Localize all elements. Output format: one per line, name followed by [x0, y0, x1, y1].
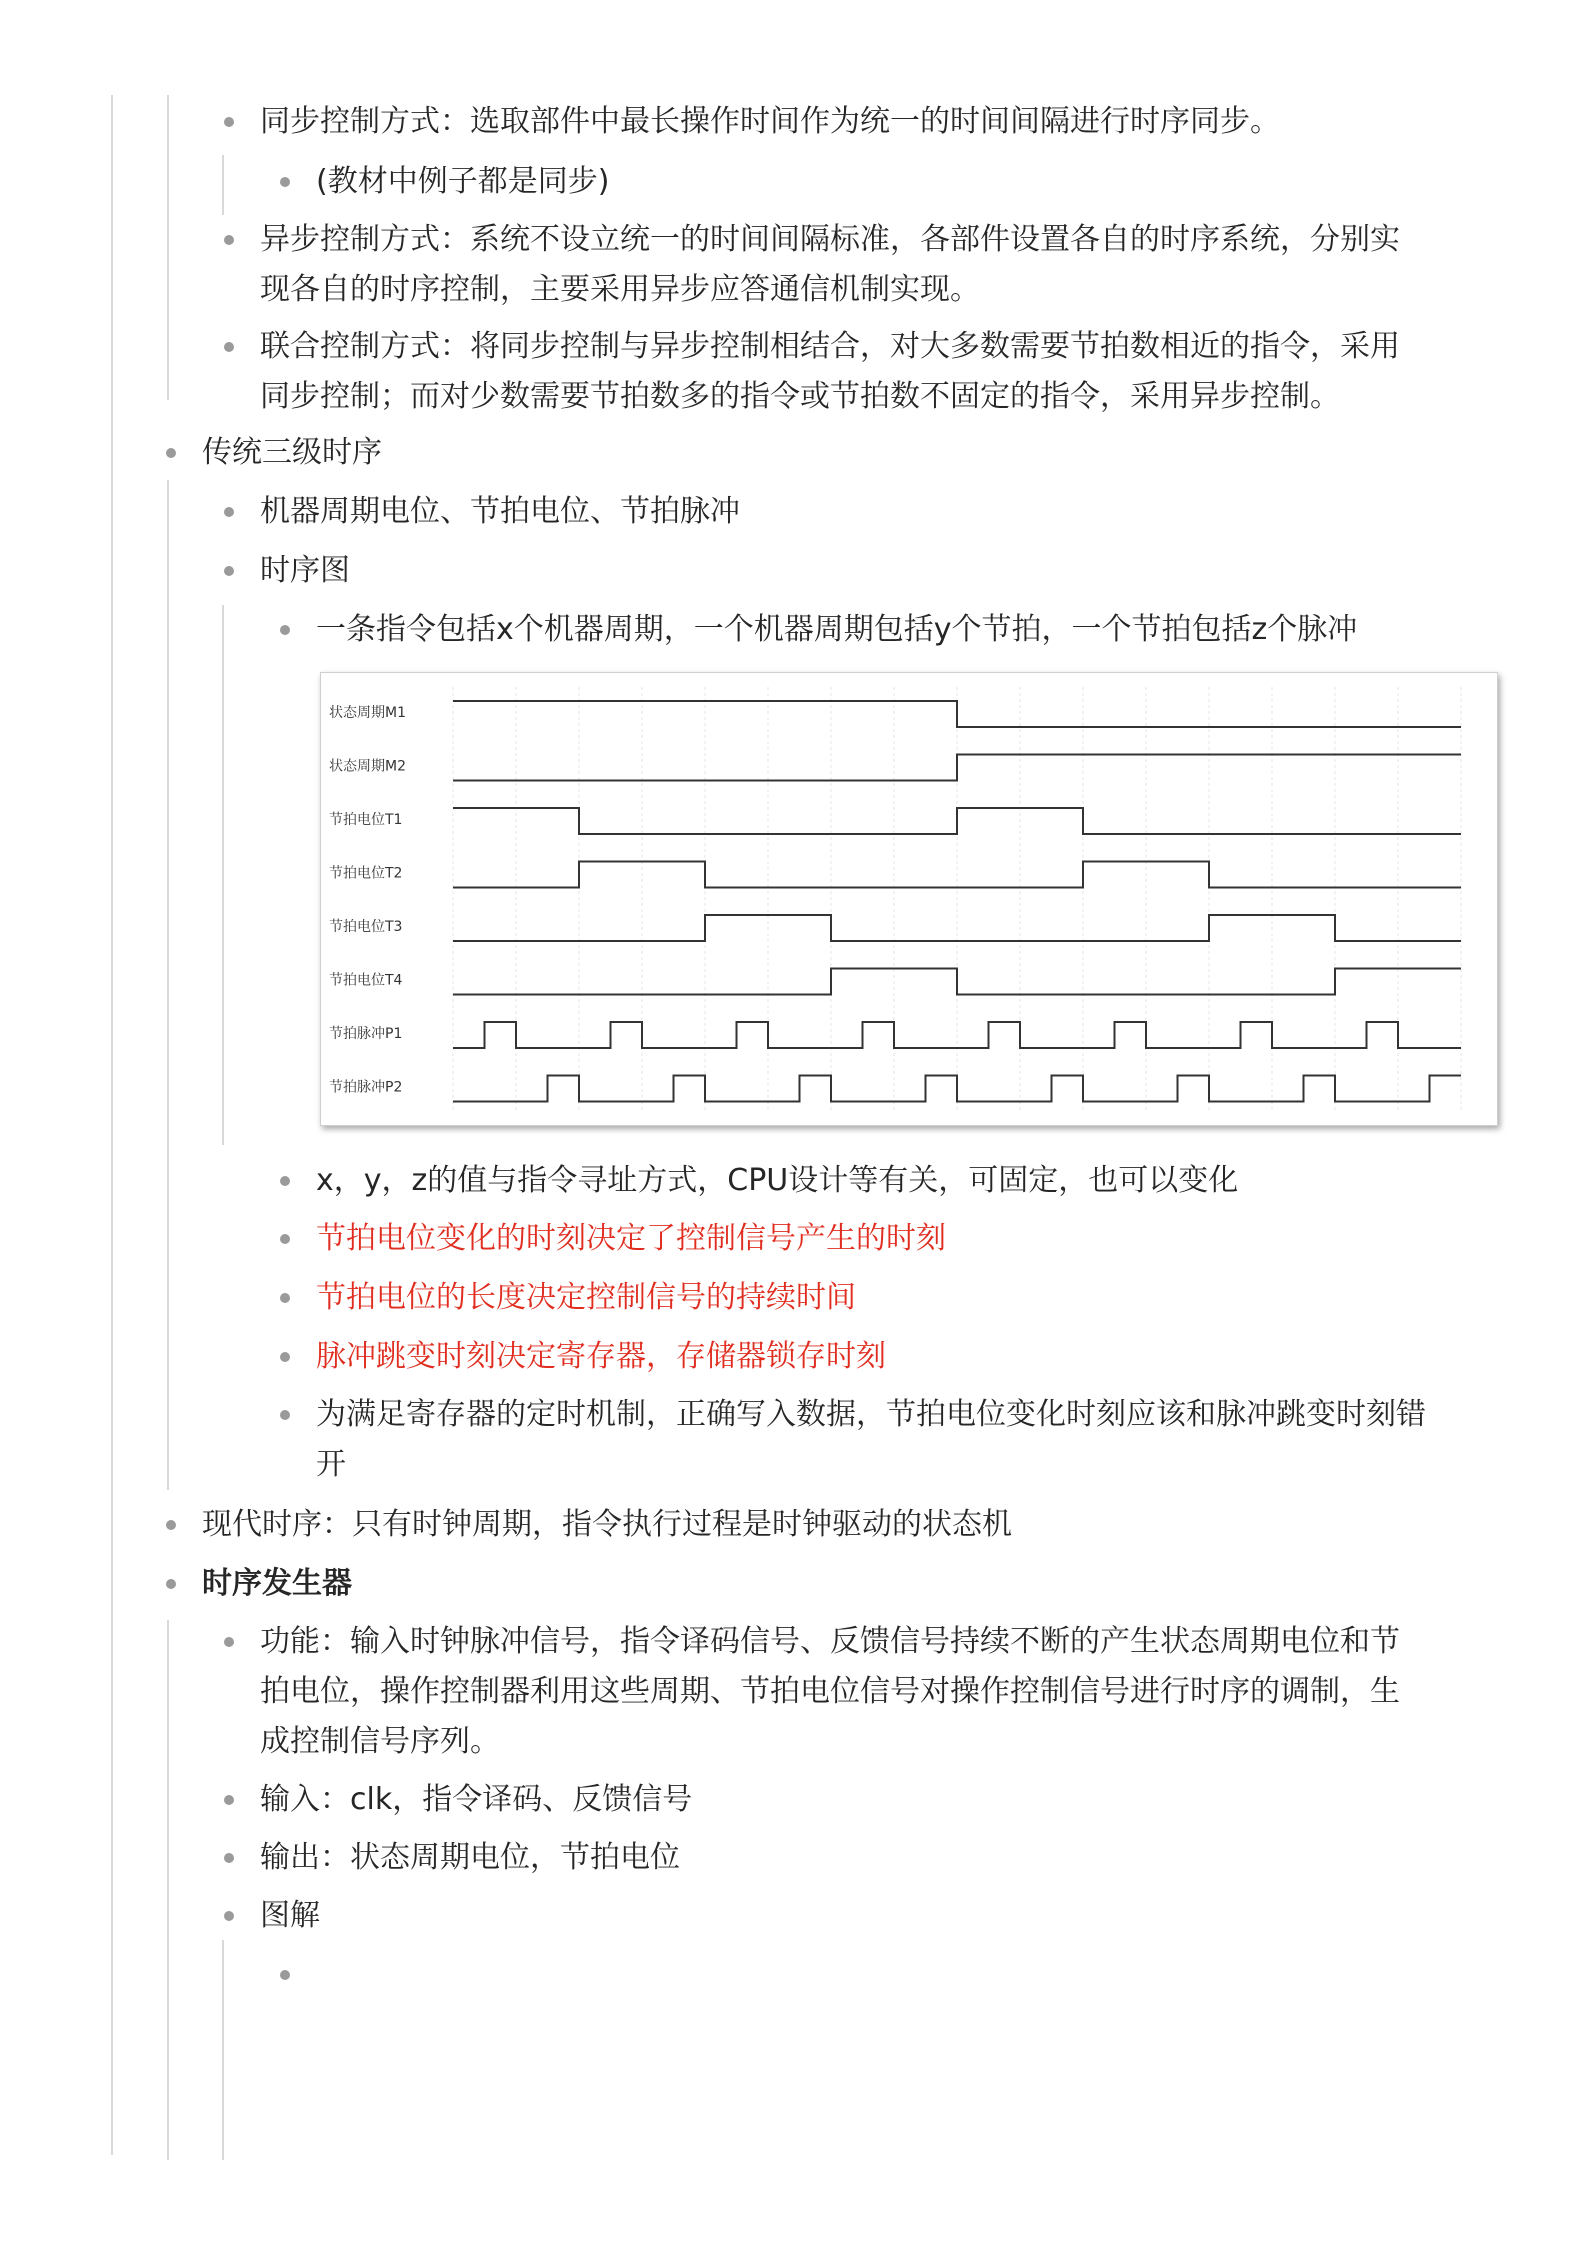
outline-guide-level2-generator	[167, 1620, 169, 2160]
red-note-1-text: 节拍电位变化的时刻决定了控制信号产生的时刻	[316, 1221, 946, 1256]
list-item-illustration	[260, 1891, 1460, 1941]
diagram-desc-text: 一条指令包括x个机器周期，一个机器周期包括y个节拍，一个节拍包括z个脉冲	[316, 612, 1358, 647]
outline-guide-level3-illustration	[222, 1940, 224, 2160]
list-item-stagger-note	[316, 1390, 1536, 1490]
signal-label: 状态周期M2	[329, 758, 406, 775]
hybrid-control-line2: 同步控制；而对少数需要节拍数多的指令或节拍数不固定的指令，采用异步控制。	[260, 379, 1340, 414]
function-line3: 成控制信号序列。	[260, 1724, 500, 1759]
list-item-red-note-3	[316, 1332, 1516, 1382]
list-item-xyz-note	[316, 1156, 1516, 1206]
signal-waveform	[453, 969, 1461, 995]
bullet	[224, 1637, 234, 1647]
signal-label: 节拍电位T2	[329, 865, 403, 882]
bullet	[166, 1579, 176, 1589]
xyz-note-text: x，y，z的值与指令寻址方式，CPU设计等有关，可固定，也可以变化	[316, 1163, 1239, 1198]
bullet	[224, 1853, 234, 1863]
list-item-modern-timing	[202, 1500, 1402, 1550]
list-item-traditional-timing	[202, 428, 1402, 478]
traditional-timing-text: 传统三级时序	[202, 435, 382, 470]
list-item-async-control	[260, 215, 1520, 315]
input-text: 输入：clk，指令译码、反馈信号	[260, 1782, 693, 1817]
signal-waveform	[453, 1076, 1461, 1102]
list-item-levels	[260, 487, 1460, 537]
bullet	[224, 117, 234, 127]
signal-label: 节拍脉冲P2	[329, 1079, 403, 1096]
signal-waveform	[453, 755, 1461, 781]
function-line2: 拍电位，操作控制器利用这些周期、节拍电位信号对操作控制信号进行时序的调制，生	[260, 1674, 1400, 1709]
list-item-hybrid-control	[260, 322, 1520, 422]
list-item-red-note-2	[316, 1273, 1516, 1323]
red-note-2-text: 节拍电位的长度决定控制信号的持续时间	[316, 1280, 856, 1315]
stagger-note-line1: 为满足寄存器的定时机制，正确写入数据，节拍电位变化时刻应该和脉冲跳变时刻错	[316, 1397, 1426, 1432]
sync-control-text: 同步控制方式：选取部件中最长操作时间作为统一的时间间隔进行时序同步。	[260, 104, 1280, 139]
red-note-3-text: 脉冲跳变时刻决定寄存器，存储器锁存时刻	[316, 1339, 886, 1374]
outline-guide-level2	[167, 95, 169, 400]
signal-label: 节拍电位T3	[329, 919, 403, 935]
bullet	[280, 177, 290, 187]
timing-diagram-chart	[321, 673, 1497, 1125]
levels-text: 机器周期电位、节拍电位、节拍脉冲	[260, 494, 740, 529]
hybrid-control-line1: 联合控制方式：将同步控制与异步控制相结合，对大多数需要节拍数相近的指令，采用	[260, 329, 1400, 364]
list-item-output	[260, 1833, 1460, 1883]
outline-guide-level3-diagram	[222, 605, 224, 1145]
output-text: 输出：状态周期电位，节拍电位	[260, 1840, 680, 1875]
list-item-sync-note	[316, 157, 1496, 207]
bullet	[280, 1234, 290, 1244]
outline-guide-level2-traditional	[167, 480, 169, 1490]
stagger-note-line2: 开	[316, 1447, 346, 1482]
bullet	[280, 625, 290, 635]
outline-guide-level3-sync	[222, 155, 224, 215]
signal-label: 节拍电位T4	[329, 972, 403, 989]
signal-waveform	[453, 701, 1461, 727]
list-item-red-note-1	[316, 1214, 1516, 1264]
async-control-line1: 异步控制方式：系统不设立统一的时间间隔标准，各部件设置各自的时序系统，分别实	[260, 222, 1400, 257]
list-item-timing-diagram	[260, 546, 1460, 596]
sync-note-text: (教材中例子都是同步)	[316, 164, 610, 199]
signal-label: 节拍脉冲P1	[329, 1026, 403, 1042]
bullet	[280, 1293, 290, 1303]
function-line1: 功能：输入时钟脉冲信号，指令译码信号、反馈信号持续不断的产生状态周期电位和节	[260, 1624, 1400, 1659]
list-item-input	[260, 1775, 1460, 1825]
bullet	[224, 342, 234, 352]
bullet	[224, 507, 234, 517]
list-item-generator	[202, 1559, 1402, 1609]
bullet	[166, 448, 176, 458]
bullet	[280, 1176, 290, 1186]
illustration-text: 图解	[260, 1898, 320, 1933]
async-control-line2: 现各自的时序控制，主要采用异步应答通信机制实现。	[260, 272, 980, 307]
generator-title: 时序发生器	[202, 1566, 352, 1601]
bullet	[280, 1970, 290, 1980]
signal-waveform	[453, 808, 1461, 834]
timing-diagram-figure	[320, 672, 1498, 1126]
bullet	[224, 1795, 234, 1805]
bullet	[280, 1352, 290, 1362]
list-item-function	[260, 1617, 1520, 1767]
bullet	[224, 1911, 234, 1921]
bullet	[224, 566, 234, 576]
signal-label: 状态周期M1	[329, 705, 406, 721]
list-item-sync-control	[260, 97, 1500, 147]
list-item-diagram-desc	[316, 605, 1516, 655]
bullet	[224, 235, 234, 245]
bullet	[166, 1520, 176, 1530]
timing-diagram-text: 时序图	[260, 553, 350, 588]
bullet	[280, 1410, 290, 1420]
modern-timing-text: 现代时序：只有时钟周期，指令执行过程是时钟驱动的状态机	[202, 1507, 1012, 1542]
outline-guide-level1	[111, 95, 113, 2155]
signal-label: 节拍电位T1	[329, 812, 403, 828]
